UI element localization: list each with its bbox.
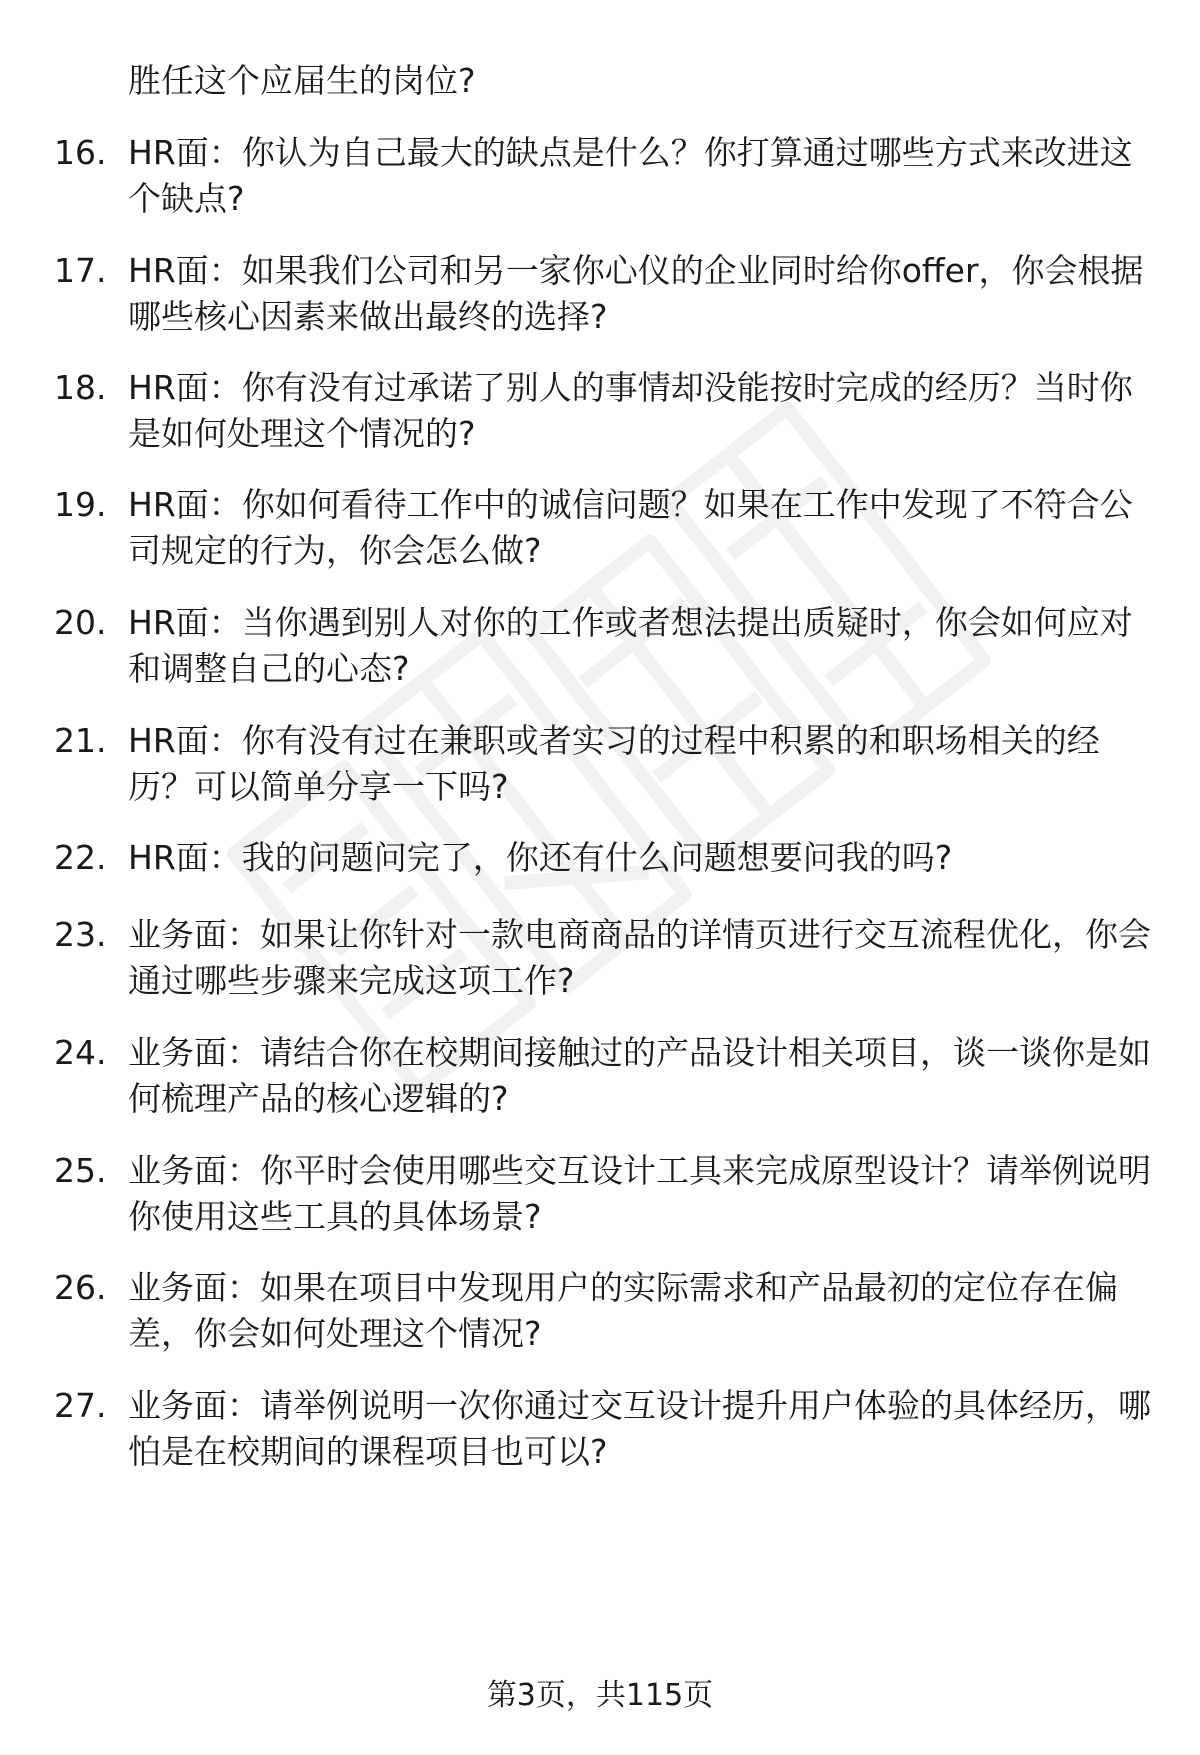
question-text: 业务面：请结合你在校期间接触过的产品设计相关项目，谈一谈你是如何梳理产品的核心逻辑的?	[128, 1033, 1151, 1118]
question-text: HR面：我的问题问完了，你还有什么问题想要问我的吗?	[128, 838, 953, 877]
question-number: 22.	[54, 838, 107, 877]
question-item-18	[54, 365, 1164, 457]
question-text: HR面：你如何看待工作中的诚信问题？如果在工作中发现了不符合公司规定的行为，你会怎么做?	[128, 485, 1133, 570]
question-text: HR面：你有没有过承诺了别人的事情却没能按时完成的经历？当时你是如何处理这个情况的?	[128, 368, 1133, 453]
question-item-27	[54, 1383, 1164, 1475]
question-number: 26.	[54, 1268, 107, 1307]
question-item-25	[54, 1148, 1164, 1240]
question-number: 24.	[54, 1033, 107, 1072]
page-footer: 第3页，共115页	[486, 1678, 714, 1713]
question-text: HR面：你认为自己最大的缺点是什么？你打算通过哪些方式来改进这个缺点?	[128, 133, 1133, 218]
question-item-20	[54, 600, 1164, 692]
question-text: 业务面：如果在项目中发现用户的实际需求和产品最初的定位存在偏差，你会如何处理这个情况?	[128, 1268, 1118, 1353]
question-item-21	[54, 718, 1164, 810]
question-text: 业务面：请举例说明一次你通过交互设计提升用户体验的具体经历，哪怕是在校期间的课程项目也可以?	[128, 1386, 1151, 1471]
question-item-19	[54, 482, 1164, 574]
question-number: 17.	[54, 251, 107, 290]
question-text: 业务面：如果让你针对一款电商商品的详情页进行交互流程优化，你会通过哪些步骤来完成这项工作?	[128, 915, 1151, 1000]
question-text: HR面：当你遇到别人对你的工作或者想法提出质疑时，你会如何应对和调整自己的心态?	[128, 603, 1133, 688]
question-item-23	[54, 912, 1164, 1004]
question-number: 18.	[54, 368, 107, 407]
question-item-22	[54, 835, 1164, 881]
question-number: 27.	[54, 1386, 107, 1425]
question-item-26	[54, 1265, 1164, 1357]
question-number: 20.	[54, 603, 107, 642]
question-number: 25.	[54, 1151, 107, 1190]
question-item-17	[54, 248, 1164, 340]
question-item-24	[54, 1030, 1164, 1122]
question-number: 16.	[54, 133, 107, 172]
question-item-16	[54, 130, 1164, 222]
question-text: HR面：如果我们公司和另一家你心仪的企业同时给你offer，你会根据哪些核心因素来做出最终的选择?	[128, 251, 1144, 336]
question-text: 业务面：你平时会使用哪些交互设计工具来完成原型设计？请举例说明你使用这些工具的具体场景?	[128, 1151, 1151, 1236]
question-number: 23.	[54, 915, 107, 954]
continued-question-text: 胜任这个应届生的岗位?	[128, 61, 476, 100]
question-number: 19.	[54, 485, 107, 524]
question-number: 21.	[54, 721, 107, 760]
question-text: HR面：你有没有过在兼职或者实习的过程中积累的和职场相关的经历？可以简单分享一下吗?	[128, 721, 1100, 806]
